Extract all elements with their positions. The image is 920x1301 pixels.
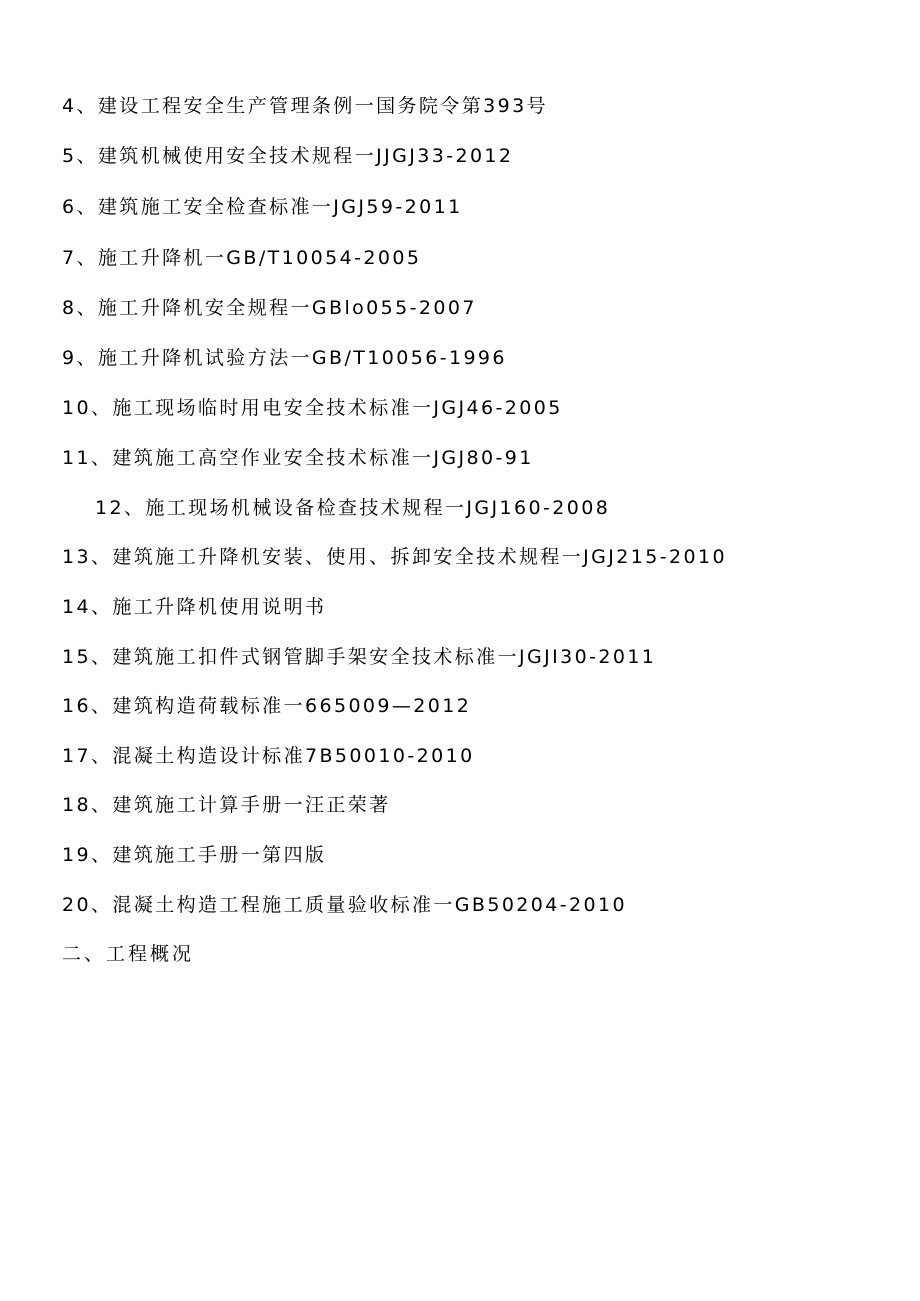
reference-item-18: 18、建筑施工计算手册一汪正荣著	[62, 794, 391, 816]
reference-item-8: 8、施工升降机安全规程一GBlo055-2007	[62, 297, 477, 319]
reference-item-9: 9、施工升降机试验方法一GB/T10056-1996	[62, 347, 507, 369]
reference-item-12: 12、施工现场机械设备检查技术规程一JGJ160-2008	[95, 497, 611, 519]
reference-item-4: 4、建设工程安全生产管理条例一国务院令第393号	[62, 95, 548, 117]
reference-item-6: 6、建筑施工安全检查标准一JGJ59-2011	[62, 196, 463, 218]
reference-item-13: 13、建筑施工升降机安装、使用、拆卸安全技术规程一JGJ215-2010	[62, 546, 727, 568]
reference-item-15: 15、建筑施工扣件式钢管脚手架安全技术标准一JGJI30-2011	[62, 646, 657, 668]
section-heading: 二、工程概况	[62, 943, 195, 965]
reference-item-17: 17、混凝土构造设计标准7B50010-2010	[62, 745, 475, 767]
reference-item-11: 11、建筑施工高空作业安全技术标准一JGJ80-91	[62, 447, 534, 469]
reference-item-14: 14、施工升降机使用说明书	[62, 596, 327, 618]
reference-item-7: 7、施工升降机一GB/T10054-2005	[62, 247, 422, 269]
reference-item-20: 20、混凝土构造工程施工质量验收标准一GB50204-2010	[62, 894, 627, 916]
reference-item-5: 5、建筑机械使用安全技术规程一JJGJ33-2012	[62, 145, 514, 167]
reference-item-19: 19、建筑施工手册一第四版	[62, 844, 327, 866]
reference-item-10: 10、施工现场临时用电安全技术标准一JGJ46-2005	[62, 397, 563, 419]
reference-item-16: 16、建筑构造荷载标准一665009—2012	[62, 695, 472, 717]
